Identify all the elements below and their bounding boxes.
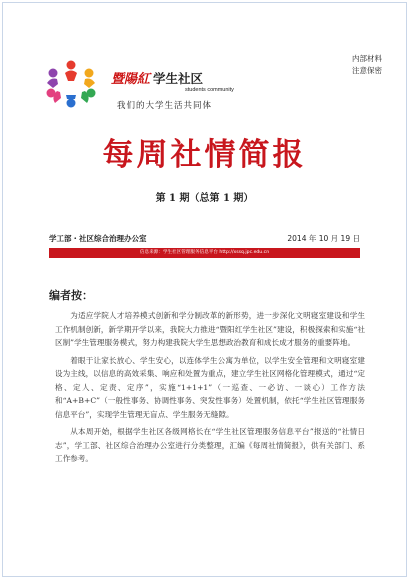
page-title: 每周社情简报 (102, 137, 307, 173)
editor-note-heading: 编者按： (49, 289, 93, 302)
brand-name (111, 69, 203, 87)
brand-script: 暨陽紅 (111, 72, 151, 87)
slogan: 我们的大学生活共同体 (117, 101, 213, 111)
paragraph: 着眼于让家长放心、学生安心，以连体学生公寓为单位，以学生安全管理和文明寝室建设为主线，以信息的高效采集、响应和处置为重点，建立学生社区网格化管理模式，通过“定格、定人、定责、定序”，实施“1+1+1”（一巡查、一必访、一谈心）工作方法和“A+B+C”（一般性事务、协调性事务、突发性事务）处置机制，依托“学生社区管理服务信息平台”，实现学生管理无盲点、学生服务无缝隙。 (55, 355, 365, 419)
paragraph: 从本周开始，根据学生社区各级网格长在“学生社区管理服务信息平台”报送的“社情日志”，学工部、社区综合治理办公室进行分类整理，汇编《每周社情简报》，供有关部门、系工作参考。 (55, 427, 365, 463)
classification-line1: 内部材料 (352, 54, 382, 63)
issue-number: 第 1 期（总第 1 期） (155, 193, 254, 204)
document-page (2, 2, 407, 577)
brand-cn: 学生社区 (153, 71, 204, 86)
brand-en: students community (185, 87, 234, 93)
people-circle-logo-icon (41, 55, 101, 111)
department: 学工部・社区综合治理办公室 (49, 234, 147, 243)
source-bar: 信息来源：学生社区管理服务信息平台 http://xssq.jpc.edu.cn (49, 248, 360, 258)
paragraph: 为适应学院人才培养模式创新和学分制改革的新形势，进一步深化文明寝室建设和学生工作机制创新，新学期开学以来，我院大力推进“暨阳红学生社区”建设，积极探索和实施“社区制”学生管理服务模式，努力构建我院大学生思想政治教育和成长成才服务的重要阵地。 (55, 311, 365, 347)
editor-note-body (55, 309, 365, 470)
issue-date: 2014 年 10 月 19 日 (287, 234, 360, 243)
classification-line2: 注意保密 (352, 66, 382, 75)
classification-label (352, 53, 382, 77)
